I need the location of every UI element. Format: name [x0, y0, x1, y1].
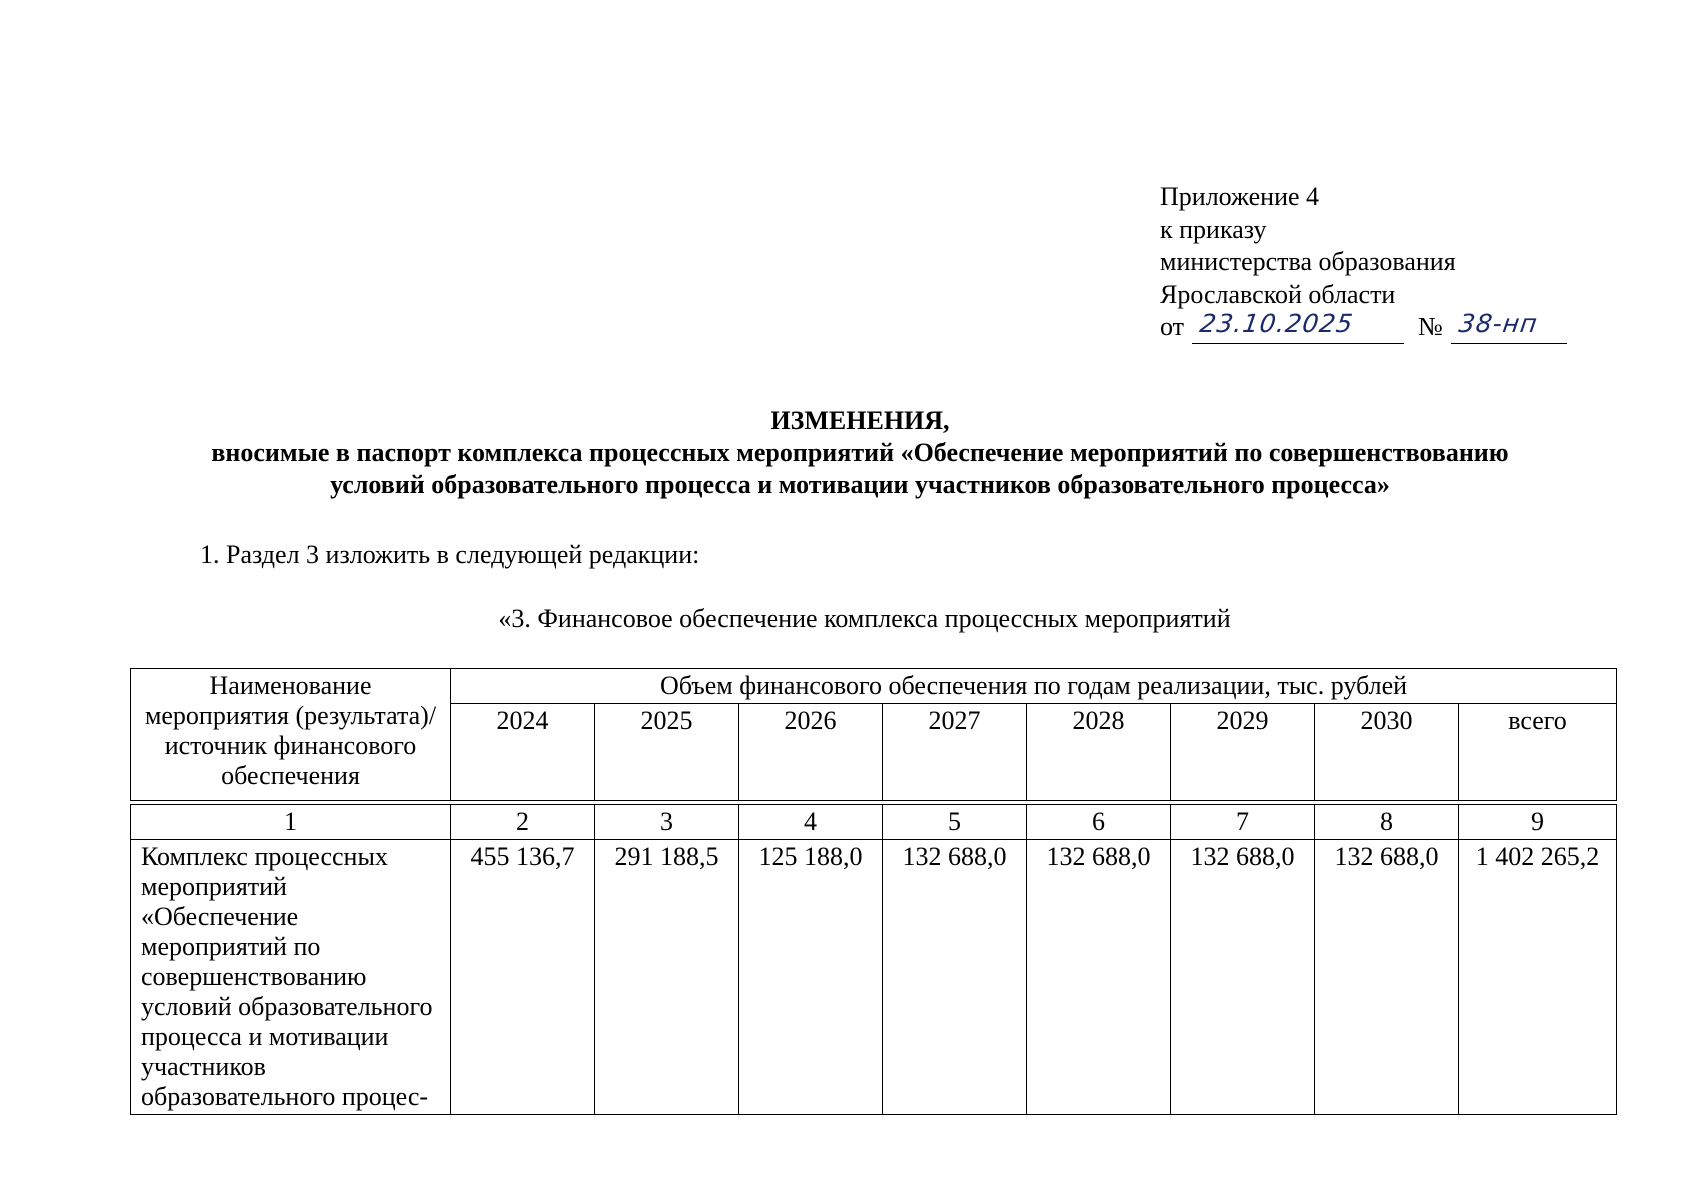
number-field: [1451, 309, 1567, 344]
year-header: 2028: [1027, 704, 1171, 801]
handwritten-date: 23.10.2025: [1198, 309, 1356, 338]
year-header: 2024: [451, 704, 595, 801]
appendix-line-2: к приказу: [1160, 214, 1267, 244]
row-value: 132 688,0: [1315, 840, 1459, 1115]
year-header: 2025: [595, 704, 739, 801]
table-row: [131, 840, 1617, 1115]
column-number: 6: [1027, 805, 1171, 840]
document-title: [120, 405, 1600, 501]
row-value: 125 188,0: [739, 840, 883, 1115]
row-value: 455 136,7: [451, 840, 595, 1115]
title-line-3: условий образовательного процесса и мотивации участников образовательного процесса»: [330, 470, 1390, 499]
number-sign: №: [1418, 312, 1443, 341]
column-number: 7: [1171, 805, 1315, 840]
row-value: 132 688,0: [1171, 840, 1315, 1115]
column-number: 1: [131, 805, 451, 840]
column-number: 3: [595, 805, 739, 840]
column-number: 4: [739, 805, 883, 840]
appendix-date-row: [1160, 311, 1567, 344]
year-header: 2029: [1171, 704, 1315, 801]
row-total: 1 402 265,2: [1459, 840, 1617, 1115]
year-header: 2026: [739, 704, 883, 801]
row-name: Комплекс процессных мероприятий «Обеспечение мероприятий по совершенствованию условий образовательного процесса и мотивации участников образовательного процес-: [131, 840, 451, 1115]
column-number: 8: [1315, 805, 1459, 840]
volume-header: Объем финансового обеспечения по годам реализации, тыс. рублей: [451, 669, 1617, 704]
row-value: 291 188,5: [595, 840, 739, 1115]
title-heading: ИЗМЕНЕНИЯ,: [770, 406, 950, 435]
appendix-block: [1160, 181, 1567, 344]
name-header: Наименование мероприятия (результата)/ источник финансового обеспечения: [131, 669, 451, 801]
year-header: 2027: [883, 704, 1027, 801]
list-item-1: 1. Раздел 3 изложить в следующей редакции:: [200, 540, 700, 569]
column-number: 9: [1459, 805, 1617, 840]
table-header-row-1: [131, 669, 1617, 704]
column-number: 5: [883, 805, 1027, 840]
title-line-2: вносимые в паспорт комплекса процессных мероприятий «Обеспечение мероприятий по совершенствованию: [211, 438, 1509, 467]
section-title: «3. Финансовое обеспечение комплекса процессных мероприятий: [498, 604, 1231, 633]
total-header: всего: [1459, 704, 1617, 801]
handwritten-number: 38-нп: [1456, 309, 1540, 338]
appendix-line-1: Приложение 4: [1160, 182, 1320, 211]
financing-table: [130, 668, 1617, 1115]
row-value: 132 688,0: [883, 840, 1027, 1115]
table-column-numbers-row: [131, 805, 1617, 840]
appendix-line-4: Ярославской области: [1160, 279, 1396, 309]
year-header: 2030: [1315, 704, 1459, 801]
date-prefix: от: [1160, 312, 1185, 341]
date-field: [1192, 309, 1404, 344]
row-value: 132 688,0: [1027, 840, 1171, 1115]
column-number: 2: [451, 805, 595, 840]
appendix-line-3: министерства образования: [1160, 247, 1456, 276]
